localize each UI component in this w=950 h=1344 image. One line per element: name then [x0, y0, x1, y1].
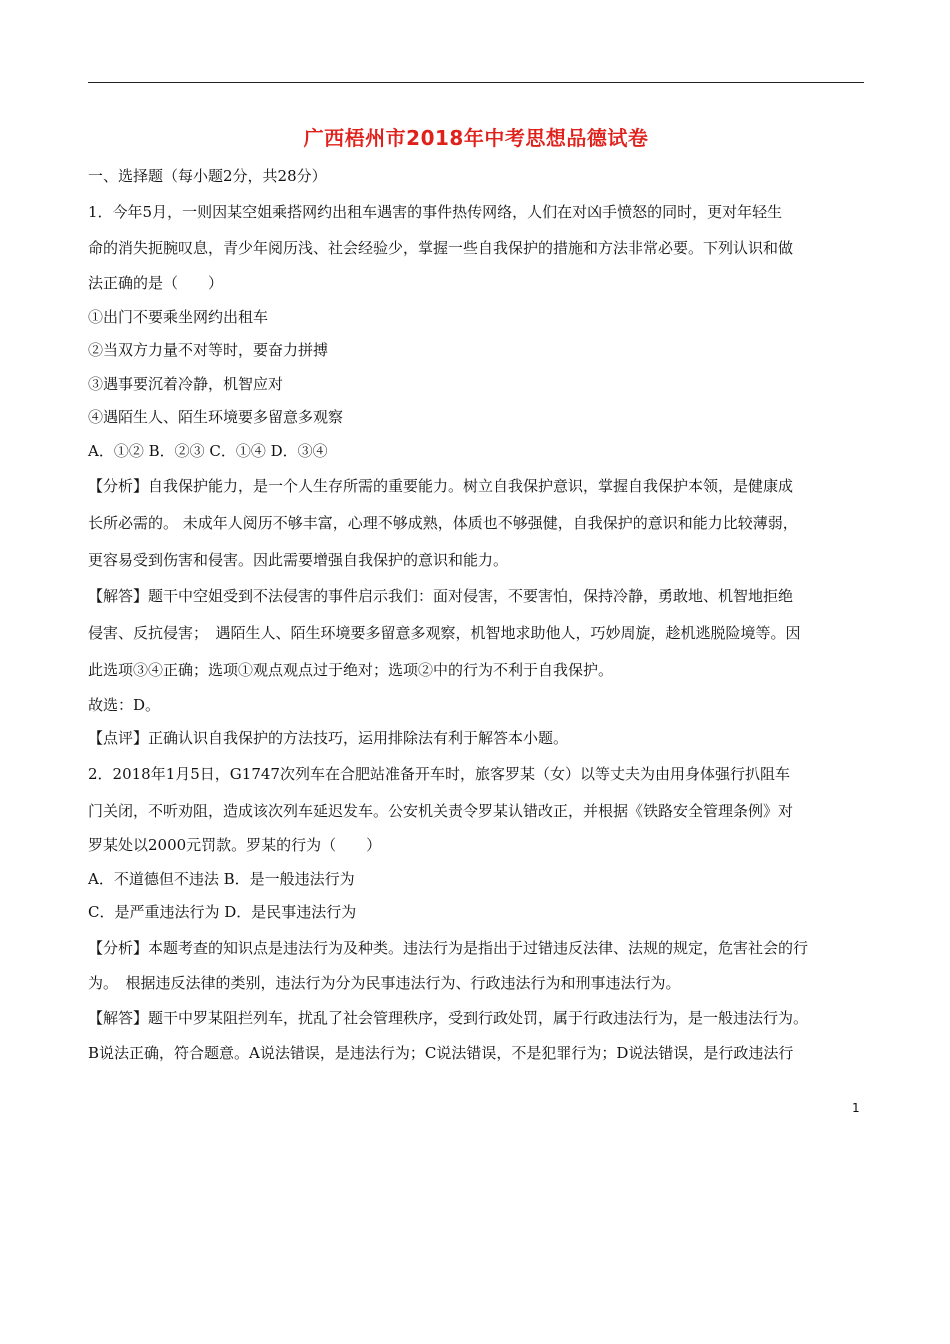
question-1-line-2: 命的消失扼腕叹息，青少年阅历浅、社会经验少，掌握一些自我保护的措施和方法非常必要。下列认识和做 [88, 239, 794, 258]
section-heading: 一、选择题（每小题2分，共28分） [88, 167, 327, 185]
q1-options: A．①② B．②③ C．①④ D．③④ [88, 441, 328, 460]
q2-options-ab: A．不道德但不违法 B．是一般违法行为 [88, 869, 355, 888]
question-2-line-3: 罗某处以2000元罚款。罗某的行为（ ） [88, 836, 382, 855]
q2-answer-line-2: B说法正确，符合题意。A说法错误，是违法行为；C说法错误，不是犯罪行为；D说法错误，是行政违法行 [88, 1044, 794, 1063]
header-rule [88, 82, 864, 83]
q1-item-4: ④遇陌生人、陌生环境要多留意多观察 [88, 408, 344, 427]
q1-analysis-line-2: 长所必需的。 未成年人阅历不够丰富，心理不够成熟，体质也不够强健，自我保护的意识和能力比较薄弱， [88, 513, 798, 532]
q2-analysis-line-2: 为。 根据违反法律的类别，违法行为分为民事违法行为、行政违法行为和刑事违法行为。 [88, 973, 681, 992]
q1-analysis-line-3: 更容易受到伤害和侵害。因此需要增强自我保护的意识和能力。 [88, 550, 509, 569]
q1-answer-line-1: 【解答】题干中空姐受到不法侵害的事件启示我们：面对侵害，不要害怕，保持冷静，勇敢地、机智地拒绝 [88, 587, 794, 606]
q1-item-3: ③遇事要沉着冷静，机智应对 [88, 374, 284, 393]
q1-choice: 故选：D。 [88, 695, 161, 714]
question-1-line-1: 1．今年5月，一则因某空姐乘搭网约出租车遇害的事件热传网络，人们在对凶手愤怒的同时，更对年轻生 [88, 202, 783, 221]
page-number: 1 [852, 1101, 860, 1115]
q2-options-cd: C．是严重违法行为 D．是民事违法行为 [88, 903, 357, 922]
question-2-line-1: 2．2018年1月5日，G1747次列车在合肥站准备开车时，旅客罗某（女）以等丈夫为由用身体强行扒阻车 [88, 764, 790, 783]
question-2-line-2: 门关闭，不听劝阻，造成该次列车延迟发车。公安机关责令罗某认错改正，并根据《铁路安全管理条例》对 [88, 801, 794, 820]
q1-item-2: ②当双方力量不对等时，要奋力拼搏 [88, 341, 329, 360]
question-1-line-3: 法正确的是（ ） [88, 274, 224, 293]
document-body [88, 160, 866, 1071]
q1-item-1: ①出门不要乘坐网约出租车 [88, 307, 269, 326]
q1-analysis-line-1: 【分析】自我保护能力，是一个人生存所需的重要能力。树立自我保护意识，掌握自我保护本领，是健康成 [88, 477, 794, 496]
q1-comment: 【点评】正确认识自我保护的方法技巧，运用排除法有利于解答本小题。 [88, 729, 569, 748]
page-title: 广西梧州市2018年中考思想品德试卷 [303, 126, 649, 150]
q2-analysis-line-1: 【分析】本题考查的知识点是违法行为及种类。违法行为是指出于过错违反法律、法规的规定，危害社会的行 [88, 938, 809, 957]
q1-answer-line-3: 此选项③④正确；选项①观点观点过于绝对；选项②中的行为不利于自我保护。 [88, 661, 614, 680]
q1-answer-line-2: 侵害、反抗侵害； 遇陌生人、陌生环境要多留意多观察，机智地求助他人，巧妙周旋，趁机逃脱险境等。因 [88, 624, 801, 643]
q2-answer-line-1: 【解答】题干中罗某阻拦列车，扰乱了社会管理秩序，受到行政处罚，属于行政违法行为，是一般违法行为。 [88, 1009, 809, 1028]
